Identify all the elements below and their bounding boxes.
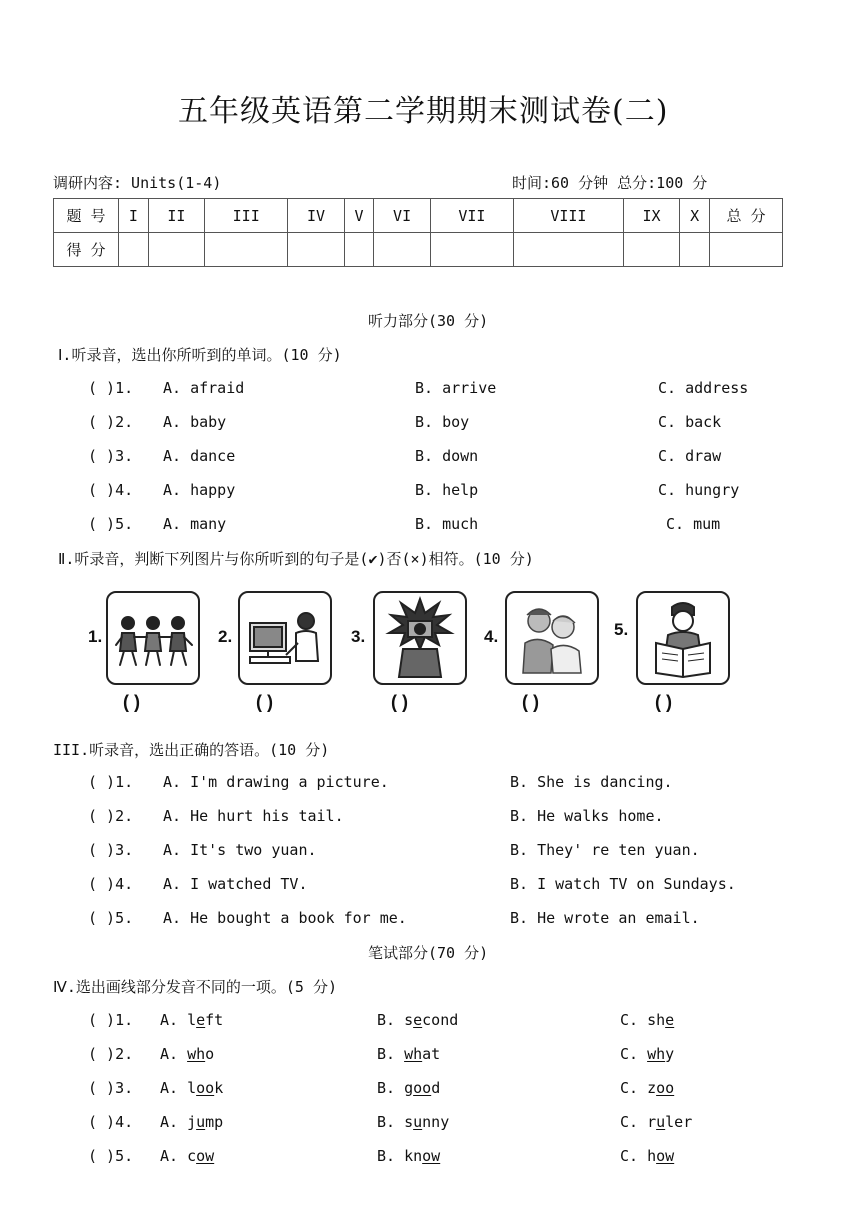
option-b: B. She is dancing. <box>510 773 673 791</box>
answer-parentheses[interactable]: ( ) <box>256 692 273 712</box>
score-header-cell: VIII <box>513 199 623 233</box>
score-row-label: 得 分 <box>54 233 119 267</box>
score-input-cell[interactable] <box>288 233 344 267</box>
option-b: B. I watch TV on Sundays. <box>510 875 736 893</box>
question-number: ( )3. <box>88 841 134 859</box>
question-number: ( )1. <box>88 1011 134 1029</box>
dancing-children-icon <box>108 593 198 683</box>
question-number: ( )5. <box>88 515 134 533</box>
reading-newspaper-icon <box>638 593 728 683</box>
option-b: B. down <box>415 447 479 465</box>
score-input-cell[interactable] <box>148 233 204 267</box>
score-input-cell[interactable] <box>119 233 149 267</box>
option-c: C. address <box>658 379 749 397</box>
score-header-cell: IX <box>623 199 679 233</box>
option-a: A. left <box>160 1011 224 1029</box>
option-b: B. second <box>377 1011 459 1029</box>
option-b: B. He wrote an email. <box>510 909 700 927</box>
page-title: 五年级英语第二学期期末测试卷(二) <box>178 94 669 129</box>
option-b: B. sunny <box>377 1113 450 1131</box>
picture-number: 2. <box>218 627 233 646</box>
score-table <box>53 198 783 267</box>
score-header-cell: VII <box>430 199 513 233</box>
hugging-girls-icon <box>507 593 597 683</box>
question-number: ( )3. <box>88 447 134 465</box>
writing-part-title: 笔试部分(70 分) <box>368 944 489 962</box>
option-a: A. I watched TV. <box>163 875 308 893</box>
option-a: A. who <box>160 1045 215 1063</box>
score-header-cell: 题 号 <box>54 199 119 233</box>
score-input-cell[interactable] <box>623 233 679 267</box>
option-a: A. cow <box>160 1147 215 1165</box>
option-c: C. why <box>620 1045 675 1063</box>
computer-user-icon <box>240 593 330 683</box>
picture-number: 3. <box>351 627 366 646</box>
option-c: C. she <box>620 1011 675 1029</box>
question-number: ( )3. <box>88 1079 134 1097</box>
answer-parentheses[interactable]: ( ) <box>522 692 539 712</box>
option-a: A. happy <box>163 481 236 499</box>
question-number: ( )2. <box>88 413 134 431</box>
option-b: B. much <box>415 515 479 533</box>
option-b: B. He walks home. <box>510 807 664 825</box>
option-a: A. look <box>160 1079 224 1097</box>
section-3-title: III.听录音，选出正确的答语。(10 分) <box>53 741 330 759</box>
score-input-cell[interactable] <box>710 233 783 267</box>
picture-number: 5. <box>614 620 629 639</box>
option-b: B. arrive <box>415 379 497 397</box>
option-c: C. zoo <box>620 1079 675 1097</box>
listening-part-title: 听力部分(30 分) <box>368 312 489 330</box>
option-c: C. how <box>620 1147 675 1165</box>
picture-frame <box>636 591 730 685</box>
score-header-cell: III <box>205 199 288 233</box>
section-4-title: Ⅳ.选出画线部分发音不同的一项。(5 分) <box>53 978 337 996</box>
score-input-cell[interactable] <box>430 233 513 267</box>
answer-parentheses[interactable]: ( ) <box>391 692 408 712</box>
option-b: B. good <box>377 1079 441 1097</box>
picture-frame <box>238 591 332 685</box>
option-a: A. baby <box>163 413 227 431</box>
question-number: ( )4. <box>88 875 134 893</box>
picture-number: 4. <box>484 627 499 646</box>
question-number: ( )5. <box>88 1147 134 1165</box>
question-number: ( )4. <box>88 1113 134 1131</box>
option-a: A. many <box>163 515 227 533</box>
score-input-cell[interactable] <box>205 233 288 267</box>
section-2-title: Ⅱ.听录音，判断下列图片与你所听到的句子是(✔)否(×)相符。(10 分) <box>58 550 534 568</box>
option-b: B. help <box>415 481 479 499</box>
exam-time-score: 时间:60 分钟 总分:100 分 <box>512 174 708 192</box>
option-a: A. It's two yuan. <box>163 841 317 859</box>
picture-number: 1. <box>88 627 103 646</box>
question-number: ( )2. <box>88 807 134 825</box>
picture-frame <box>106 591 200 685</box>
score-input-cell[interactable] <box>374 233 430 267</box>
score-input-cell[interactable] <box>513 233 623 267</box>
option-c: C. back <box>658 413 722 431</box>
score-header-cell: X <box>680 199 710 233</box>
question-number: ( )2. <box>88 1045 134 1063</box>
option-c: C. hungry <box>658 481 740 499</box>
question-number: ( )1. <box>88 773 134 791</box>
option-a: A. He hurt his tail. <box>163 807 344 825</box>
option-a: A. I'm drawing a picture. <box>163 773 389 791</box>
score-header-cell: I <box>119 199 149 233</box>
option-b: B. what <box>377 1045 441 1063</box>
picture-frame <box>505 591 599 685</box>
score-header-cell: V <box>344 199 374 233</box>
score-input-cell[interactable] <box>680 233 710 267</box>
option-a: A. He bought a book for me. <box>163 909 407 927</box>
option-a: A. jump <box>160 1113 224 1131</box>
option-c: C. ruler <box>620 1113 693 1131</box>
option-a: A. afraid <box>163 379 245 397</box>
answer-parentheses[interactable]: ( ) <box>655 692 672 712</box>
question-number: ( )1. <box>88 379 134 397</box>
section-1-title: Ⅰ.听录音，选出你所听到的单词。(10 分) <box>58 346 342 364</box>
score-header-cell: 总 分 <box>710 199 783 233</box>
photographer-icon <box>375 593 465 683</box>
option-c: C. mum <box>666 515 721 533</box>
option-a: A. dance <box>163 447 236 465</box>
exam-scope: 调研内容: Units(1-4) <box>53 174 222 192</box>
question-number: ( )4. <box>88 481 134 499</box>
answer-parentheses[interactable]: ( ) <box>123 692 140 712</box>
score-header-cell: IV <box>288 199 344 233</box>
score-header-cell: VI <box>374 199 430 233</box>
option-b: B. boy <box>415 413 470 431</box>
score-header-cell: II <box>148 199 204 233</box>
option-b: B. know <box>377 1147 441 1165</box>
question-number: ( )5. <box>88 909 134 927</box>
score-input-cell[interactable] <box>344 233 374 267</box>
picture-frame <box>373 591 467 685</box>
option-b: B. They' re ten yuan. <box>510 841 700 859</box>
option-c: C. draw <box>658 447 722 465</box>
score-table-score-row <box>54 233 783 267</box>
score-table-header-row <box>54 199 783 233</box>
